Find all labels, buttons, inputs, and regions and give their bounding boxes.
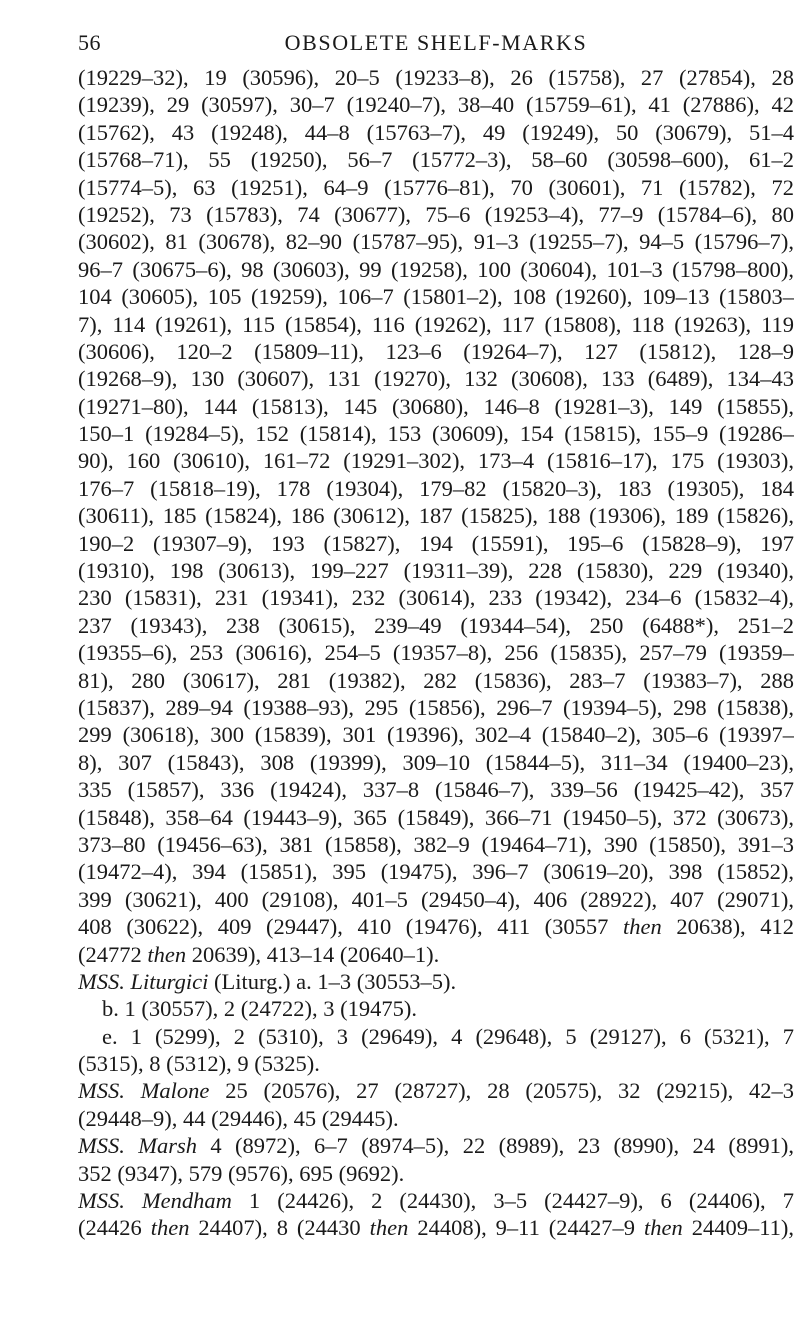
text-line [78, 119, 794, 146]
text-line [78, 667, 794, 694]
text-segment: (24426 [78, 1215, 151, 1241]
text-line [78, 338, 794, 365]
italic-segment: MSS. Malone [78, 1078, 210, 1104]
text-segment: (15774–5), 63 (19251), 64–9 (15776–81), 70 (30601), 71 (15782), 72 [78, 174, 794, 200]
text-segment: 230 (15831), 231 (19341), 232 (30614), 233 (19342), 234–6 (15832–4), [78, 585, 794, 611]
page-number: 56 [78, 30, 101, 55]
text-segment: (19472–4), 394 (15851), 395 (19475), 396–7 (30619–20), 398 (15852), [78, 859, 794, 885]
text-segment: 25 (20576), 27 (28727), 28 (20575), 32 (29215), 42–3 [209, 1078, 794, 1104]
text-segment: (19271–80), 144 (15813), 145 (30680), 146–8 (19281–3), 149 (15855), [78, 393, 794, 419]
text-segment: (30606), 120–2 (15809–11), 123–6 (19264–7), 127 (15812), 128–9 [78, 338, 794, 364]
text-line [78, 1132, 794, 1159]
index-body-text [78, 64, 794, 1242]
text-segment: 335 (15857), 336 (19424), 337–8 (15846–7), 339–56 (19425–42), 357 [78, 777, 794, 803]
document-page [78, 0, 794, 1242]
text-line [78, 146, 794, 173]
text-segment: 190–2 (19307–9), 193 (15827), 194 (15591), 195–6 (15828–9), 197 [78, 530, 794, 556]
text-line [78, 393, 794, 420]
text-line [78, 721, 794, 748]
text-segment: (15848), 358–64 (19443–9), 365 (15849), 366–71 (19450–5), 372 (30673), [78, 804, 794, 830]
text-segment: (19229–32), 19 (30596), 20–5 (19233–8), 26 (15758), 27 (27854), 28 [78, 65, 794, 90]
page-header [78, 0, 794, 64]
text-line [78, 913, 794, 940]
text-segment: 90), 160 (30610), 161–72 (19291–302), 173–4 (15816–17), 175 (19303), [78, 448, 794, 474]
text-segment: 96–7 (30675–6), 98 (30603), 99 (19258), 100 (30604), 101–3 (15798–800), [78, 256, 794, 282]
text-segment: (19239), 29 (30597), 30–7 (19240–7), 38–40 (15759–61), 41 (27886), 42 [78, 92, 794, 118]
text-line [78, 886, 794, 913]
text-segment: 237 (19343), 238 (30615), 239–49 (19344–54), 250 (6488*), 251–2 [78, 612, 794, 638]
text-line [78, 447, 794, 474]
italic-segment: then [369, 1215, 409, 1241]
text-segment: (19252), 73 (15783), 74 (30677), 75–6 (19253–4), 77–9 (15784–6), 80 [78, 201, 794, 227]
text-segment: 1 (24426), 2 (24430), 3–5 (24427–9), 6 (24406), 7 [231, 1188, 794, 1214]
text-segment: 20638), 412 [661, 914, 794, 940]
text-segment: 81), 280 (30617), 281 (19382), 282 (15836), 283–7 (19383–7), 288 [78, 667, 794, 693]
text-line [78, 365, 794, 392]
italic-segment: MSS. Liturgici [78, 968, 209, 994]
italic-segment: then [150, 1215, 190, 1241]
text-line [78, 311, 794, 338]
text-segment: 399 (30621), 400 (29108), 401–5 (29450–4), 406 (28922), 407 (29071), [78, 886, 794, 912]
text-segment: 176–7 (15818–19), 178 (19304), 179–82 (15820–3), 183 (19305), 184 [78, 475, 794, 501]
text-segment: 24409–11), [682, 1215, 794, 1241]
text-line [78, 174, 794, 201]
text-segment: b. 1 (30557), 2 (24722), 3 (19475). [102, 996, 417, 1022]
text-line [78, 776, 794, 803]
text-segment: (30602), 81 (30678), 82–90 (15787–95), 91–3 (19255–7), 94–5 (15796–7), [78, 229, 794, 255]
text-line [78, 91, 794, 118]
text-segment: (19268–9), 130 (30607), 131 (19270), 132 (30608), 133 (6489), 134–43 [78, 366, 794, 392]
text-line [78, 639, 794, 666]
text-line [78, 1050, 794, 1077]
text-segment: 7), 114 (19261), 115 (15854), 116 (19262), 117 (15808), 118 (19263), 119 [78, 311, 794, 337]
text-line [78, 612, 794, 639]
text-line [78, 1023, 794, 1050]
text-line [78, 1160, 794, 1187]
text-line [78, 557, 794, 584]
text-line [78, 858, 794, 885]
text-segment: (24772 [78, 941, 148, 967]
text-line [78, 1187, 794, 1214]
text-line [78, 1077, 794, 1104]
text-segment: (15837), 289–94 (19388–93), 295 (15856), 296–7 (19394–5), 298 (15838), [78, 694, 794, 720]
text-line [78, 804, 794, 831]
text-segment: (30611), 185 (15824), 186 (30612), 187 (15825), 188 (19306), 189 (15826), [78, 503, 794, 529]
italic-segment: then [147, 941, 187, 967]
text-line [78, 256, 794, 283]
italic-segment: MSS. Marsh [78, 1133, 198, 1159]
text-line [78, 831, 794, 858]
text-line [78, 1214, 794, 1241]
text-segment: 24408), 9–11 (24427–9 [408, 1215, 644, 1241]
text-segment: (15762), 43 (19248), 44–8 (15763–7), 49 (19249), 50 (30679), 51–4 [78, 119, 794, 145]
text-segment: (19355–6), 253 (30616), 254–5 (19357–8), 256 (15835), 257–79 (19359– [78, 640, 794, 666]
italic-segment: then [623, 914, 662, 940]
text-line [78, 64, 794, 91]
text-line [78, 995, 794, 1022]
text-line [78, 530, 794, 557]
text-line [78, 502, 794, 529]
text-line [78, 201, 794, 228]
text-segment: (5315), 8 (5312), 9 (5325). [78, 1051, 320, 1077]
italic-segment: MSS. Mendham [78, 1188, 232, 1214]
text-segment: (29448–9), 44 (29446), 45 (29445). [78, 1105, 399, 1131]
text-segment: 104 (30605), 105 (19259), 106–7 (15801–2), 108 (19260), 109–13 (15803– [78, 284, 794, 310]
text-line [78, 584, 794, 611]
text-segment: 20639), 413–14 (20640–1). [186, 941, 440, 967]
text-segment: 408 (30622), 409 (29447), 410 (19476), 411 (30557 [78, 914, 623, 940]
text-segment: 4 (8972), 6–7 (8974–5), 22 (8989), 23 (8990), 24 (8991), [197, 1133, 794, 1159]
text-segment: 299 (30618), 300 (15839), 301 (19396), 302–4 (15840–2), 305–6 (19397– [78, 722, 794, 748]
running-head: OBSOLETE SHELF-MARKS [284, 30, 588, 55]
text-segment: 8), 307 (15843), 308 (19399), 309–10 (15844–5), 311–34 (19400–23), [78, 749, 794, 775]
text-line [78, 228, 794, 255]
text-line [78, 749, 794, 776]
text-segment: (15768–71), 55 (19250), 56–7 (15772–3), 58–60 (30598–600), 61–2 [78, 147, 794, 173]
text-segment: (19310), 198 (30613), 199–227 (19311–39), 228 (15830), 229 (19340), [78, 558, 794, 584]
text-segment: 373–80 (19456–63), 381 (15858), 382–9 (19464–71), 390 (15850), 391–3 [78, 831, 794, 857]
text-line [78, 283, 794, 310]
text-segment: (Liturg.) a. 1–3 (30553–5). [208, 968, 457, 994]
text-line [78, 941, 794, 968]
text-segment: 150–1 (19284–5), 152 (15814), 153 (30609), 154 (15815), 155–9 (19286– [78, 421, 794, 447]
text-line [78, 420, 794, 447]
text-line [78, 968, 794, 995]
italic-segment: then [644, 1215, 683, 1241]
text-line [78, 475, 794, 502]
text-line [78, 1105, 794, 1132]
text-segment: e. 1 (5299), 2 (5310), 3 (29649), 4 (29648), 5 (29127), 6 (5321), 7 [102, 1023, 794, 1049]
text-segment: 352 (9347), 579 (9576), 695 (9692). [78, 1160, 405, 1186]
text-line [78, 694, 794, 721]
text-segment: 24407), 8 (24430 [189, 1215, 370, 1241]
